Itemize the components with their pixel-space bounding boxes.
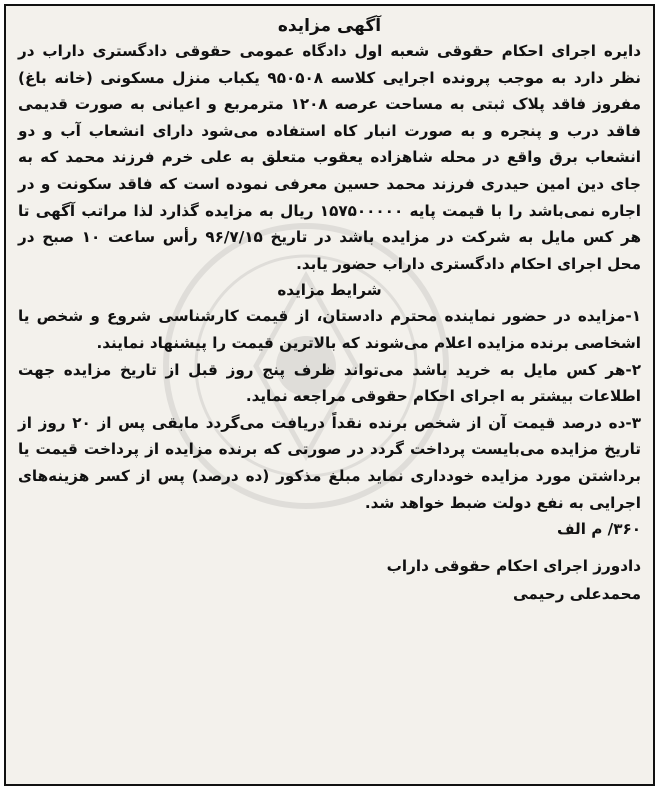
signature-title: دادورز اجرای احکام حقوقی داراب — [386, 557, 641, 576]
notice-frame — [4, 4, 655, 786]
conditions-title: شرایط مزایده — [277, 281, 382, 300]
signature-block — [18, 552, 641, 608]
notice-body: دایره اجرای احکام حقوقی شعبه اول دادگاه عمومی حقوقی دادگستری داراب در نظر دارد به موجب پرونده اجرایی کلاسه ۹۵۰۵۰۸ یکباب منزل مسکونی (خانه باغ) مفروز فاقد پلاک ثبتی به مساحت عرصه ۱۲۰۸ مترمربع و اعیانی به صورت قدیمی فاقد درب و پنجره و به صورت انبار کاه استفاده می‌شود دارای انشعاب آب و دو انشعاب برق واقع در محله شاهزاده یعقوب متعلق به علی خرم فرزند محمد که به جای دین امین حیدری فرزند محمد حسین معرفی نموده است که فاقد سکونت و در اجاره نمی‌باشد را با قیمت پایه ۱۵۷۵۰۰۰۰۰ ریال به مزایده گذارد لذا مراتب آگهی تا هر کس مایل به شرکت در مزایده باشد در تاریخ ۹۶/۷/۱۵ رأس ساعت ۱۰ صبح در محل اجرای احکام دادگستری داراب حضور یابد. — [18, 42, 641, 273]
notice-title: آگهی مزایده — [277, 16, 382, 36]
notice-content — [18, 14, 641, 776]
reference-number: ۳۶۰/ م الف — [556, 520, 641, 539]
condition-item-1: ۱-مزایده در حضور نماینده محترم دادستان، از قیمت کارشناسی شروع و شخص یا اشخاصی برنده مزایده اعلام می‌شوند که بالاترین قیمت را پیشنهاد نمایند. — [18, 307, 641, 352]
condition-item-2: ۲-هر کس مایل به خرید باشد می‌تواند ظرف پنج روز قبل از تاریخ مزایده جهت اطلاعات بیشتر به اجرای احکام حقوقی مراجعه نماید. — [18, 360, 641, 406]
condition-item-3: ۳-ده درصد قیمت آن از شخص برنده نقداً دریافت می‌گردد مابقی پس از ۲۰ روز از تاریخ مزایده می‌بایست پرداخت گردد در صورتی که برنده مزایده از پرداخت قیمت یا برداشتن مورد مزایده خودداری نماید مبلغ مذکور (ده درصد) پس از کسر هزینه‌های اجرایی به نفع دولت ضبط خواهد شد. — [18, 413, 641, 512]
signature-name: محمدعلی رحیمی — [513, 585, 641, 604]
